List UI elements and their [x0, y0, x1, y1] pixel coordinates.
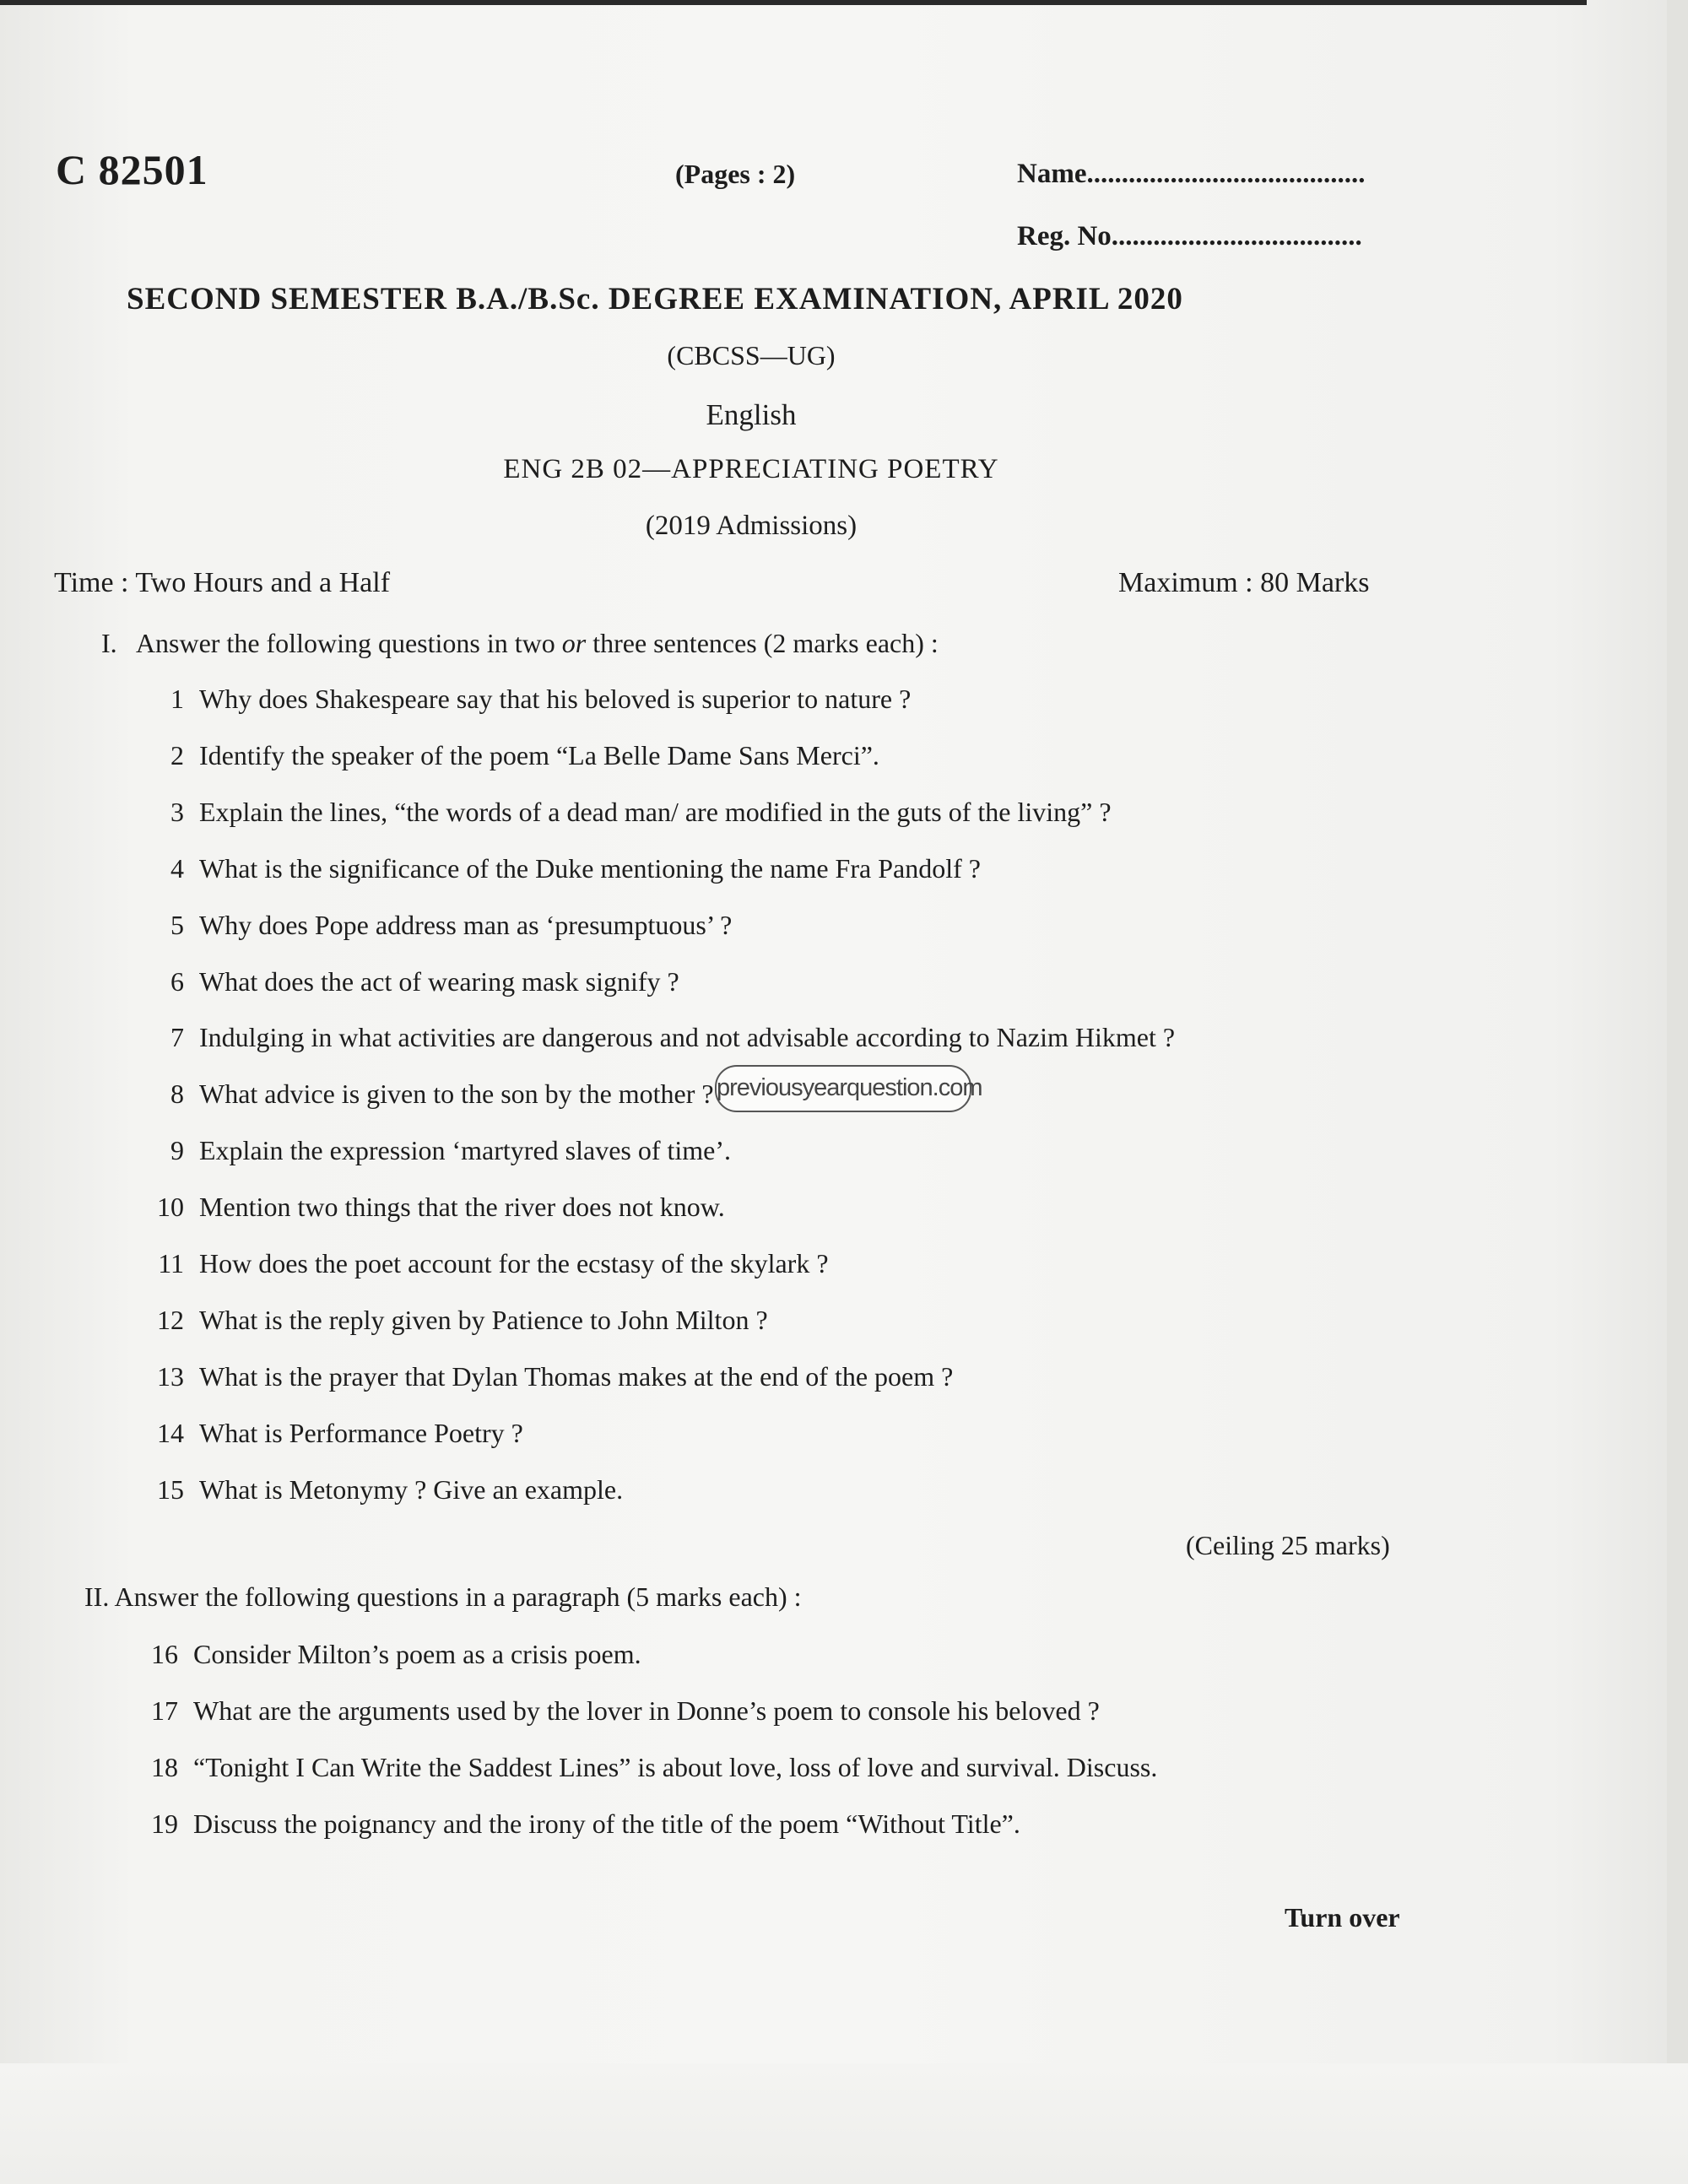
question-item: [143, 1418, 523, 1449]
question-text: Discuss the poignancy and the irony of the title of the poem “Without Title”.: [193, 1808, 1020, 1839]
question-item: [143, 1192, 725, 1223]
question-text: Consider Milton’s poem as a crisis poem.: [193, 1639, 641, 1669]
exam-title: SECOND SEMESTER B.A./B.Sc. DEGREE EXAMINATION, APRIL 2020: [127, 282, 1183, 316]
question-text: What is Performance Poetry ?: [199, 1417, 523, 1448]
question-text: How does the poet account for the ecstasy of the skylark ?: [199, 1248, 829, 1279]
admissions-year: (2019 Admissions): [645, 511, 858, 541]
question-number: 10: [157, 1192, 184, 1223]
question-item: [143, 684, 911, 715]
question-number: 11: [158, 1248, 184, 1279]
question-item: [138, 1695, 1100, 1727]
question-text: What are the arguments used by the lover in Donne’s poem to console his beloved ?: [193, 1695, 1100, 1726]
scan-bottom-area: [0, 2063, 1688, 2184]
question-number: 1: [170, 684, 184, 714]
exam-duration: Time : Two Hours and a Half: [54, 567, 391, 598]
question-item: [143, 1474, 623, 1506]
question-number: 14: [157, 1417, 184, 1448]
exam-subject: English: [706, 398, 797, 431]
question-number: 17: [151, 1695, 178, 1726]
question-number: 13: [157, 1360, 184, 1392]
question-item: [138, 1639, 641, 1670]
question-text: What is Metonymy ? Give an example.: [199, 1473, 624, 1505]
watermark-stamp: previousyearquestion.com: [715, 1065, 971, 1112]
question-number: 19: [151, 1808, 178, 1839]
paper-title: ENG 2B 02—APPRECIATING POETRY: [503, 454, 999, 484]
ceiling-marks: (Ceiling 25 marks): [1186, 1530, 1390, 1560]
question-item: [143, 797, 1112, 828]
question-text: Mention two things that the river does not know.: [199, 1192, 725, 1223]
question-item: [143, 1305, 768, 1336]
question-item: [138, 1808, 1020, 1840]
exam-scheme: (CBCSS—UG): [667, 340, 836, 370]
question-text: What is the significance of the Duke mentioning the name Fra Pandolf ?: [199, 852, 981, 884]
question-number: 6: [170, 965, 184, 997]
question-number: 12: [157, 1304, 184, 1335]
question-item: [143, 910, 732, 941]
question-text: Indulging in what activities are dangerous and not advisable according to Nazim Hikmet ?: [199, 1022, 1176, 1053]
maximum-marks: Maximum : 80 Marks: [1118, 567, 1370, 598]
question-number: 2: [170, 739, 184, 770]
question-item: [143, 1248, 829, 1279]
question-item: [143, 966, 679, 997]
paper-code: C 82501: [56, 146, 208, 193]
question-item: [143, 740, 879, 771]
question-number: 7: [170, 1022, 184, 1053]
top-edge-rule: [0, 0, 1587, 5]
question-item: [138, 1752, 1157, 1783]
question-text: Explain the expression ‘martyred slaves of time’.: [199, 1135, 732, 1166]
turn-over-note: Turn over: [1285, 1902, 1400, 1933]
question-text: Identify the speaker of the poem “La Belle Dame Sans Merci”.: [199, 739, 879, 770]
question-item: [143, 1022, 1175, 1053]
question-number: 4: [170, 852, 184, 884]
question-text: What is the prayer that Dylan Thomas makes at the end of the poem ?: [199, 1360, 954, 1392]
question-number: 8: [170, 1078, 184, 1110]
section-1-heading: I. Answer the following questions in two or three sentences (2 marks each) :: [101, 628, 939, 658]
question-number: 18: [151, 1752, 178, 1782]
question-item: [143, 1135, 731, 1166]
question-text: What advice is given to the son by the mother ?: [199, 1078, 714, 1110]
question-number: 3: [170, 796, 184, 827]
question-number: 15: [157, 1473, 184, 1505]
question-text: Why does Pope address man as ‘presumptuous’ ?: [199, 909, 733, 940]
question-number: 9: [170, 1135, 184, 1166]
question-item: [143, 853, 981, 884]
question-text: “Tonight I Can Write the Saddest Lines” is about love, loss of love and survival. Discuss.: [193, 1752, 1158, 1782]
question-text: What is the reply given by Patience to John Milton ?: [199, 1304, 768, 1335]
reg-no-field: Reg. No....................................: [1017, 221, 1362, 251]
question-text: What does the act of wearing mask signify ?: [199, 965, 679, 997]
section-2-heading: II. Answer the following questions in a paragraph (5 marks each) :: [84, 1581, 802, 1612]
scan-right-edge: [1667, 0, 1688, 2184]
question-text: Why does Shakespeare say that his beloved is superior to nature ?: [199, 684, 912, 714]
question-number: 5: [170, 909, 184, 940]
page-count: (Pages : 2): [675, 159, 796, 189]
name-field: Name........................................: [1017, 159, 1366, 189]
question-number: 16: [151, 1639, 178, 1669]
question-text: Explain the lines, “the words of a dead man/ are modified in the guts of the living” ?: [199, 796, 1112, 827]
question-item: [143, 1361, 953, 1392]
question-item: [143, 1078, 714, 1110]
